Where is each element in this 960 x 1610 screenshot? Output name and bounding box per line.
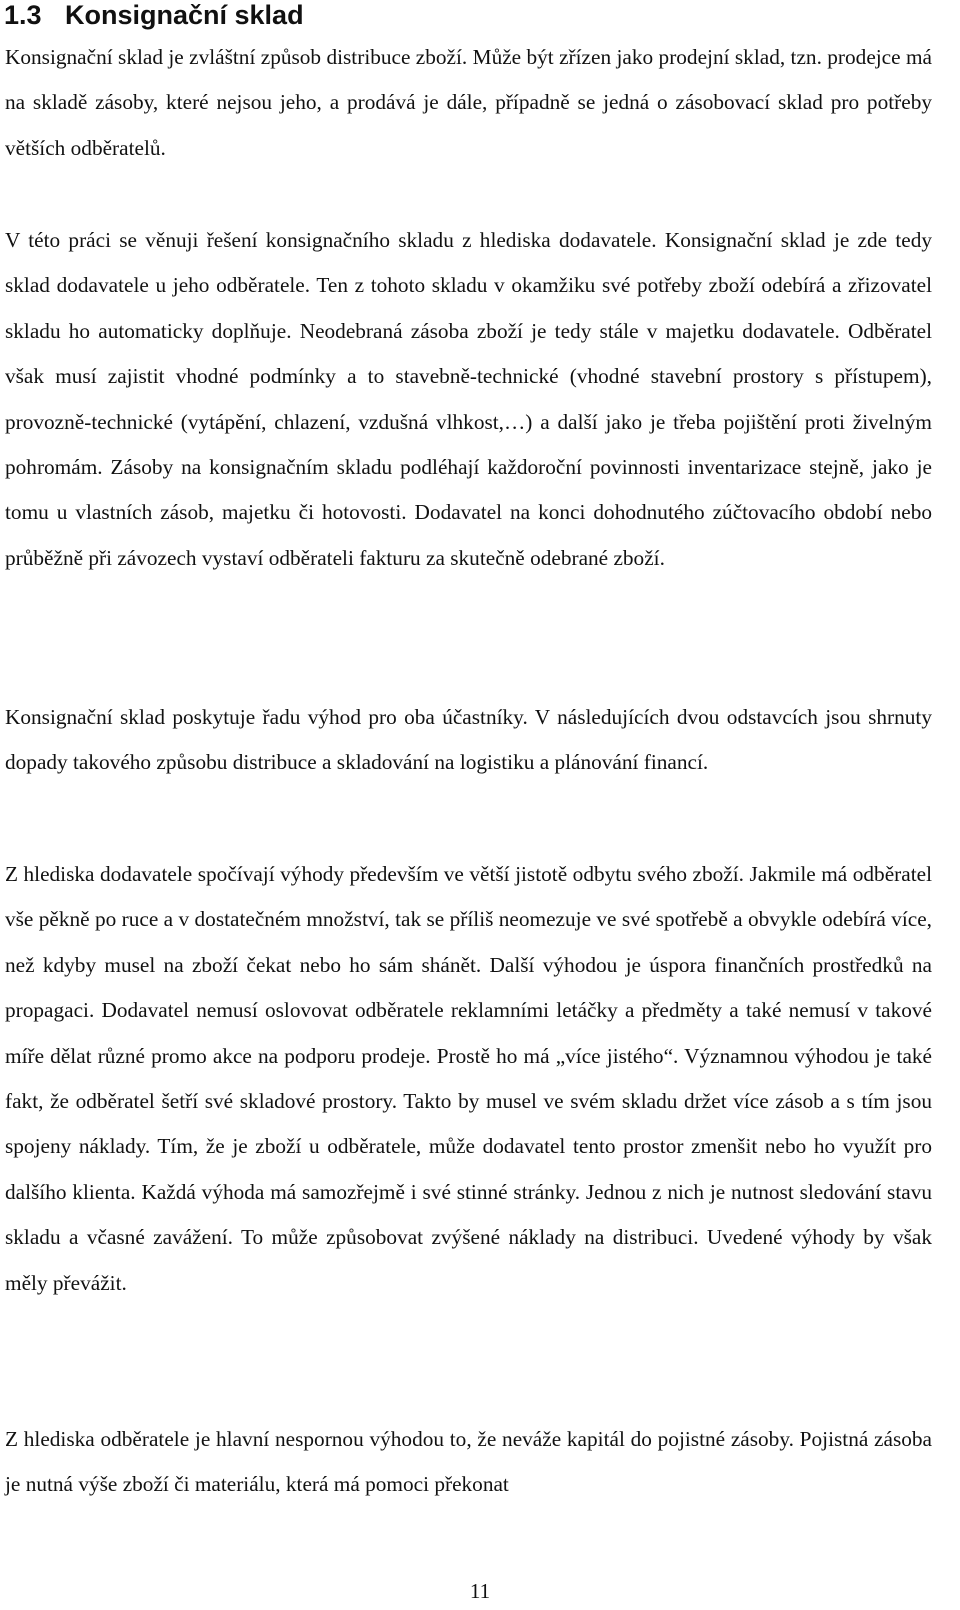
section-heading: [4, 0, 304, 32]
section-title: Konsignační sklad: [65, 0, 304, 30]
section-number: 1.3: [4, 0, 42, 30]
paragraph-2: V této práci se věnuji řešení konsignačního skladu z hlediska dodavatele. Konsignační sklad je zde tedy sklad dodavatele u jeho odběratele. Ten z tohoto skladu v okamžiku své potřeby zboží odebírá a zřizovatel skladu ho automaticky doplňuje. Neodebraná zásoba zboží je tedy stále v majetku dodavatele. Odběratel však musí zajistit vhodné podmínky a to stavebně-technické (vhodné stavební prostory s přístupem), provozně-technické (vytápění, chlazení, vzdušná vlhkost,…) a další jako je třeba pojištění proti živelným pohromám. Zásoby na konsignačním skladu podléhají každoroční povinnosti inventarizace stejně, jako je tomu u vlastních zásob, majetku či hotovosti. Dodavatel na konci dohodnutého zúčtovacího období nebo průběžně při závozech vystaví odběrateli fakturu za skutečně odebrané zboží.: [5, 228, 932, 570]
paragraph-4: Z hlediska dodavatele spočívají výhody především ve větší jistotě odbytu svého zboží. Jakmile má odběratel vše pěkně po ruce a v dostatečném množství, tak se příliš neomezuje ve své spotřebě a obvykle odebírá více, než kdyby musel na zboží čekat nebo ho sám shánět. Další výhodou je úspora finančních prostředků na propagaci. Dodavatel nemusí oslovovat odběratele reklamními letáčky a předměty a také nemusí v takové míře dělat různé promo akce na podporu prodeje. Prostě ho má „více jistého“. Významnou výhodou je také fakt, že odběratel šetří své skladové prostory. Takto by musel ve svém skladu držet více zásob a s tím jsou spojeny náklady. Tím, že je zboží u odběratele, může dodavatel tento prostor zmenšit nebo ho využít pro dalšího klienta. Každá výhoda má samozřejmě i své stinné stránky. Jednou z nich je nutnost sledování stavu skladu a včasné zavážení. To může způsobovat zvýšené náklady na distribuci. Uvedené výhody by však měly převážit.: [5, 862, 932, 1295]
page-number: 11: [469, 1579, 491, 1603]
paragraph-5: Z hlediska odběratele je hlavní nespornou výhodou to, že neváže kapitál do pojistné zásoby. Pojistná zásoba je nutná výše zboží či materiálu, která má pomoci překonat: [5, 1427, 932, 1497]
paragraph-1: Konsignační sklad je zvláštní způsob distribuce zboží. Může být zřízen jako prodejní sklad, tzn. prodejce má na skladě zásoby, které nejsou jeho, a prodává je dále, případně se jedná o zásobovací sklad pro potřeby větších odběratelů.: [5, 45, 932, 160]
paragraph-3: Konsignační sklad poskytuje řadu výhod pro oba účastníky. V následujících dvou odstavcích jsou shrnuty dopady takového způsobu distribuce a skladování na logistiku a plánování financí.: [5, 705, 932, 775]
